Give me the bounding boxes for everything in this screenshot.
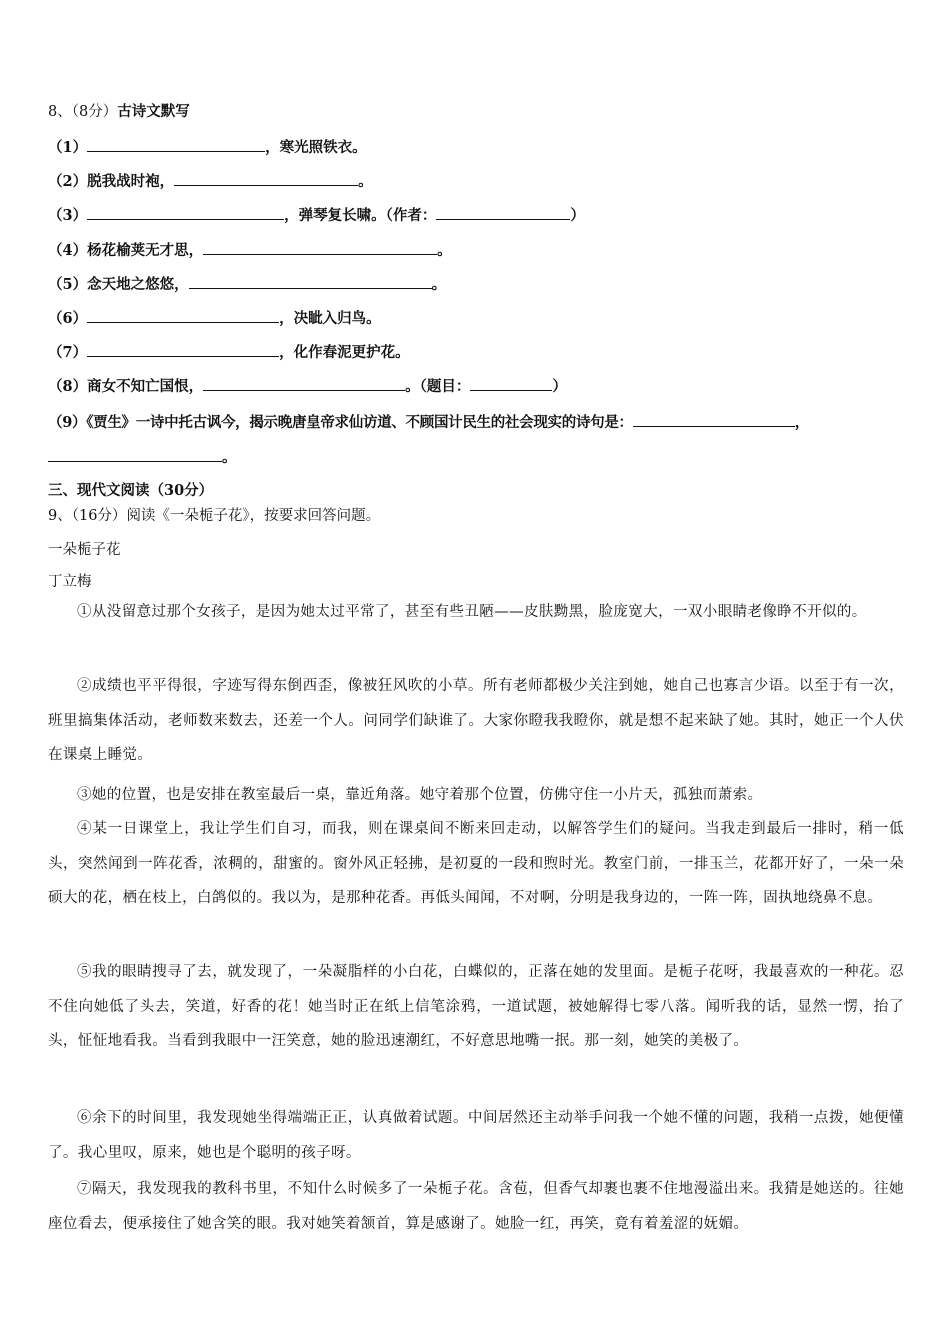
q8-item-5 [48, 273, 446, 295]
item-text: 。 [358, 173, 373, 190]
item-text: ，化作春泥更护花。 [279, 344, 410, 361]
item-text: 。（题目： [405, 378, 471, 395]
story-paragraph-1: ①从没留意过那个女孩子，是因为她太过平常了，甚至有些丑陋——皮肤黝黑，脸庞宽大，一双小眼睛老像睁不开似的。 [77, 604, 867, 620]
story-paragraph-2: ②成绩也平平得很，字迹写得东倒西歪，像被狂风吹的小草。所有老师都极少关注到她，她自己也寡言少语。以至于有一次，班里搞集体活动，老师数来数去，还差一个人。问同学们缺谁了。大家你瞪我我瞪你，就是想不起来缺了她。其时，她正一个人伏在课桌上睡觉。 [48, 678, 904, 764]
item-text: ） [570, 207, 585, 224]
answer-blank[interactable] [87, 204, 284, 220]
q8-item-4 [48, 239, 452, 261]
item-text: ） [552, 378, 567, 395]
answer-blank[interactable] [87, 136, 265, 152]
item-text: 念天地之悠悠， [87, 276, 189, 293]
item-label: （2） [48, 173, 88, 190]
item-text: 。 [437, 242, 452, 259]
q8-header [48, 102, 190, 122]
item-label: （7） [48, 344, 88, 361]
q8-item-1 [48, 136, 367, 158]
q8-item-2 [48, 170, 373, 192]
story-title: 一朵栀子花 [48, 542, 121, 558]
story-paragraph-7: ⑦隔天，我发现我的教科书里，不知什么时候多了一朵栀子花。含苞，但香气却裹也裹不住地漫溢出来。我猜是她送的。往她座位看去，便承接住了她含笑的眼。我对她笑着颔首，算是感谢了。她脸一红，再笑，竟有着羞涩的妩媚。 [48, 1181, 904, 1232]
section-heading: 三、现代文阅读（30分） [48, 482, 214, 499]
story-paragraph-3: ③她的位置，也是安排在教室最后一桌，靠近角落。她守着那个位置，仿佛守住一小片天，孤独而萧索。 [77, 787, 763, 803]
item-text: 。 [222, 449, 237, 466]
q9-instruction: 阅读《一朵栀子花》，按要求回答问题。 [126, 508, 381, 524]
q8-title: 古诗文默写 [117, 103, 190, 120]
item-label: （9） [48, 414, 87, 431]
answer-blank[interactable] [203, 239, 437, 255]
answer-blank[interactable] [203, 375, 405, 391]
q8-item-8 [48, 375, 567, 397]
answer-blank[interactable] [189, 273, 432, 289]
story-author: 丁立梅 [48, 574, 92, 590]
item-label: （4） [48, 242, 88, 259]
answer-blank[interactable] [633, 411, 795, 427]
item-text: 。 [431, 276, 447, 293]
author-blank[interactable] [436, 204, 570, 220]
item-text: 《贾生》一诗中托古讽今，揭示晚唐皇帝求仙访道、不顾国计民生的社会现实的诗句是： [86, 414, 633, 431]
q8-number: 8、 [48, 104, 72, 120]
q8-points: （8分） [71, 104, 118, 120]
item-text: 商女不知亡国恨， [87, 378, 204, 395]
item-text: 脱我战时袍， [87, 173, 175, 190]
story-paragraph-4: ④某一日课堂上，我让学生们自习，而我，则在课桌间不断来回走动，以解答学生们的疑问。当我走到最后一排时，稍一低头，突然闻到一阵花香，浓稠的，甜蜜的。窗外风正轻拂，是初夏的一段和煦时光。教室门前，一排玉兰，花都开好了，一朵一朵硕大的花，栖在枝上，白鸽似的。我以为，是那种花香。再低头闻闻，不对啊，分明是我身边的，一阵一阵，固执地绕鼻不息。 [48, 821, 904, 907]
q8-item-9 [48, 411, 809, 433]
item-label: （6） [48, 310, 88, 327]
story-paragraph-6: ⑥余下的时间里，我发现她坐得端端正正，认真做着试题。中间居然还主动举手问我一个她不懂的问题，我稍一点拨，她便懂了。我心里叹，原来，她也是个聪明的孩子呀。 [48, 1110, 904, 1161]
q8-item-9-continued [48, 446, 237, 468]
item-label: （5） [48, 276, 88, 293]
title-blank[interactable] [470, 375, 552, 391]
q9-number: 9、 [48, 508, 72, 524]
q8-item-3 [48, 204, 585, 226]
item-text: ，弹琴复长啸。（作者： [284, 207, 437, 224]
item-text: 杨花榆荚无才思， [87, 242, 204, 259]
answer-blank[interactable] [87, 341, 279, 357]
item-text: ，决眦入归鸟。 [279, 310, 381, 327]
q8-item-6 [48, 307, 381, 329]
answer-blank[interactable] [48, 446, 222, 462]
item-label: （1） [48, 139, 88, 156]
q9-points: （16分） [71, 508, 127, 524]
answer-blank[interactable] [87, 307, 279, 323]
item-label: （8） [48, 378, 88, 395]
q8-item-7 [48, 341, 410, 363]
story-paragraph-5: ⑤我的眼睛搜寻了去，就发现了，一朵凝脂样的小白花，白蝶似的，正落在她的发里面。是栀子花呀，我最喜欢的一种花。忍不住向她低了头去，笑道，好香的花！她当时正在纸上信笔涂鸦，一道试题，被她解得七零八落。闻听我的话，显然一愣，抬了头，怔怔地看我。当看到我眼中一汪笑意，她的脸迅速潮红，不好意思地嘴一抿。那一刻，她笑的美极了。 [48, 964, 904, 1050]
q9-header [48, 506, 380, 526]
item-label: （3） [48, 207, 88, 224]
answer-blank[interactable] [174, 170, 358, 186]
item-text: ，寒光照铁衣。 [265, 139, 367, 156]
item-text: ， [794, 414, 809, 431]
